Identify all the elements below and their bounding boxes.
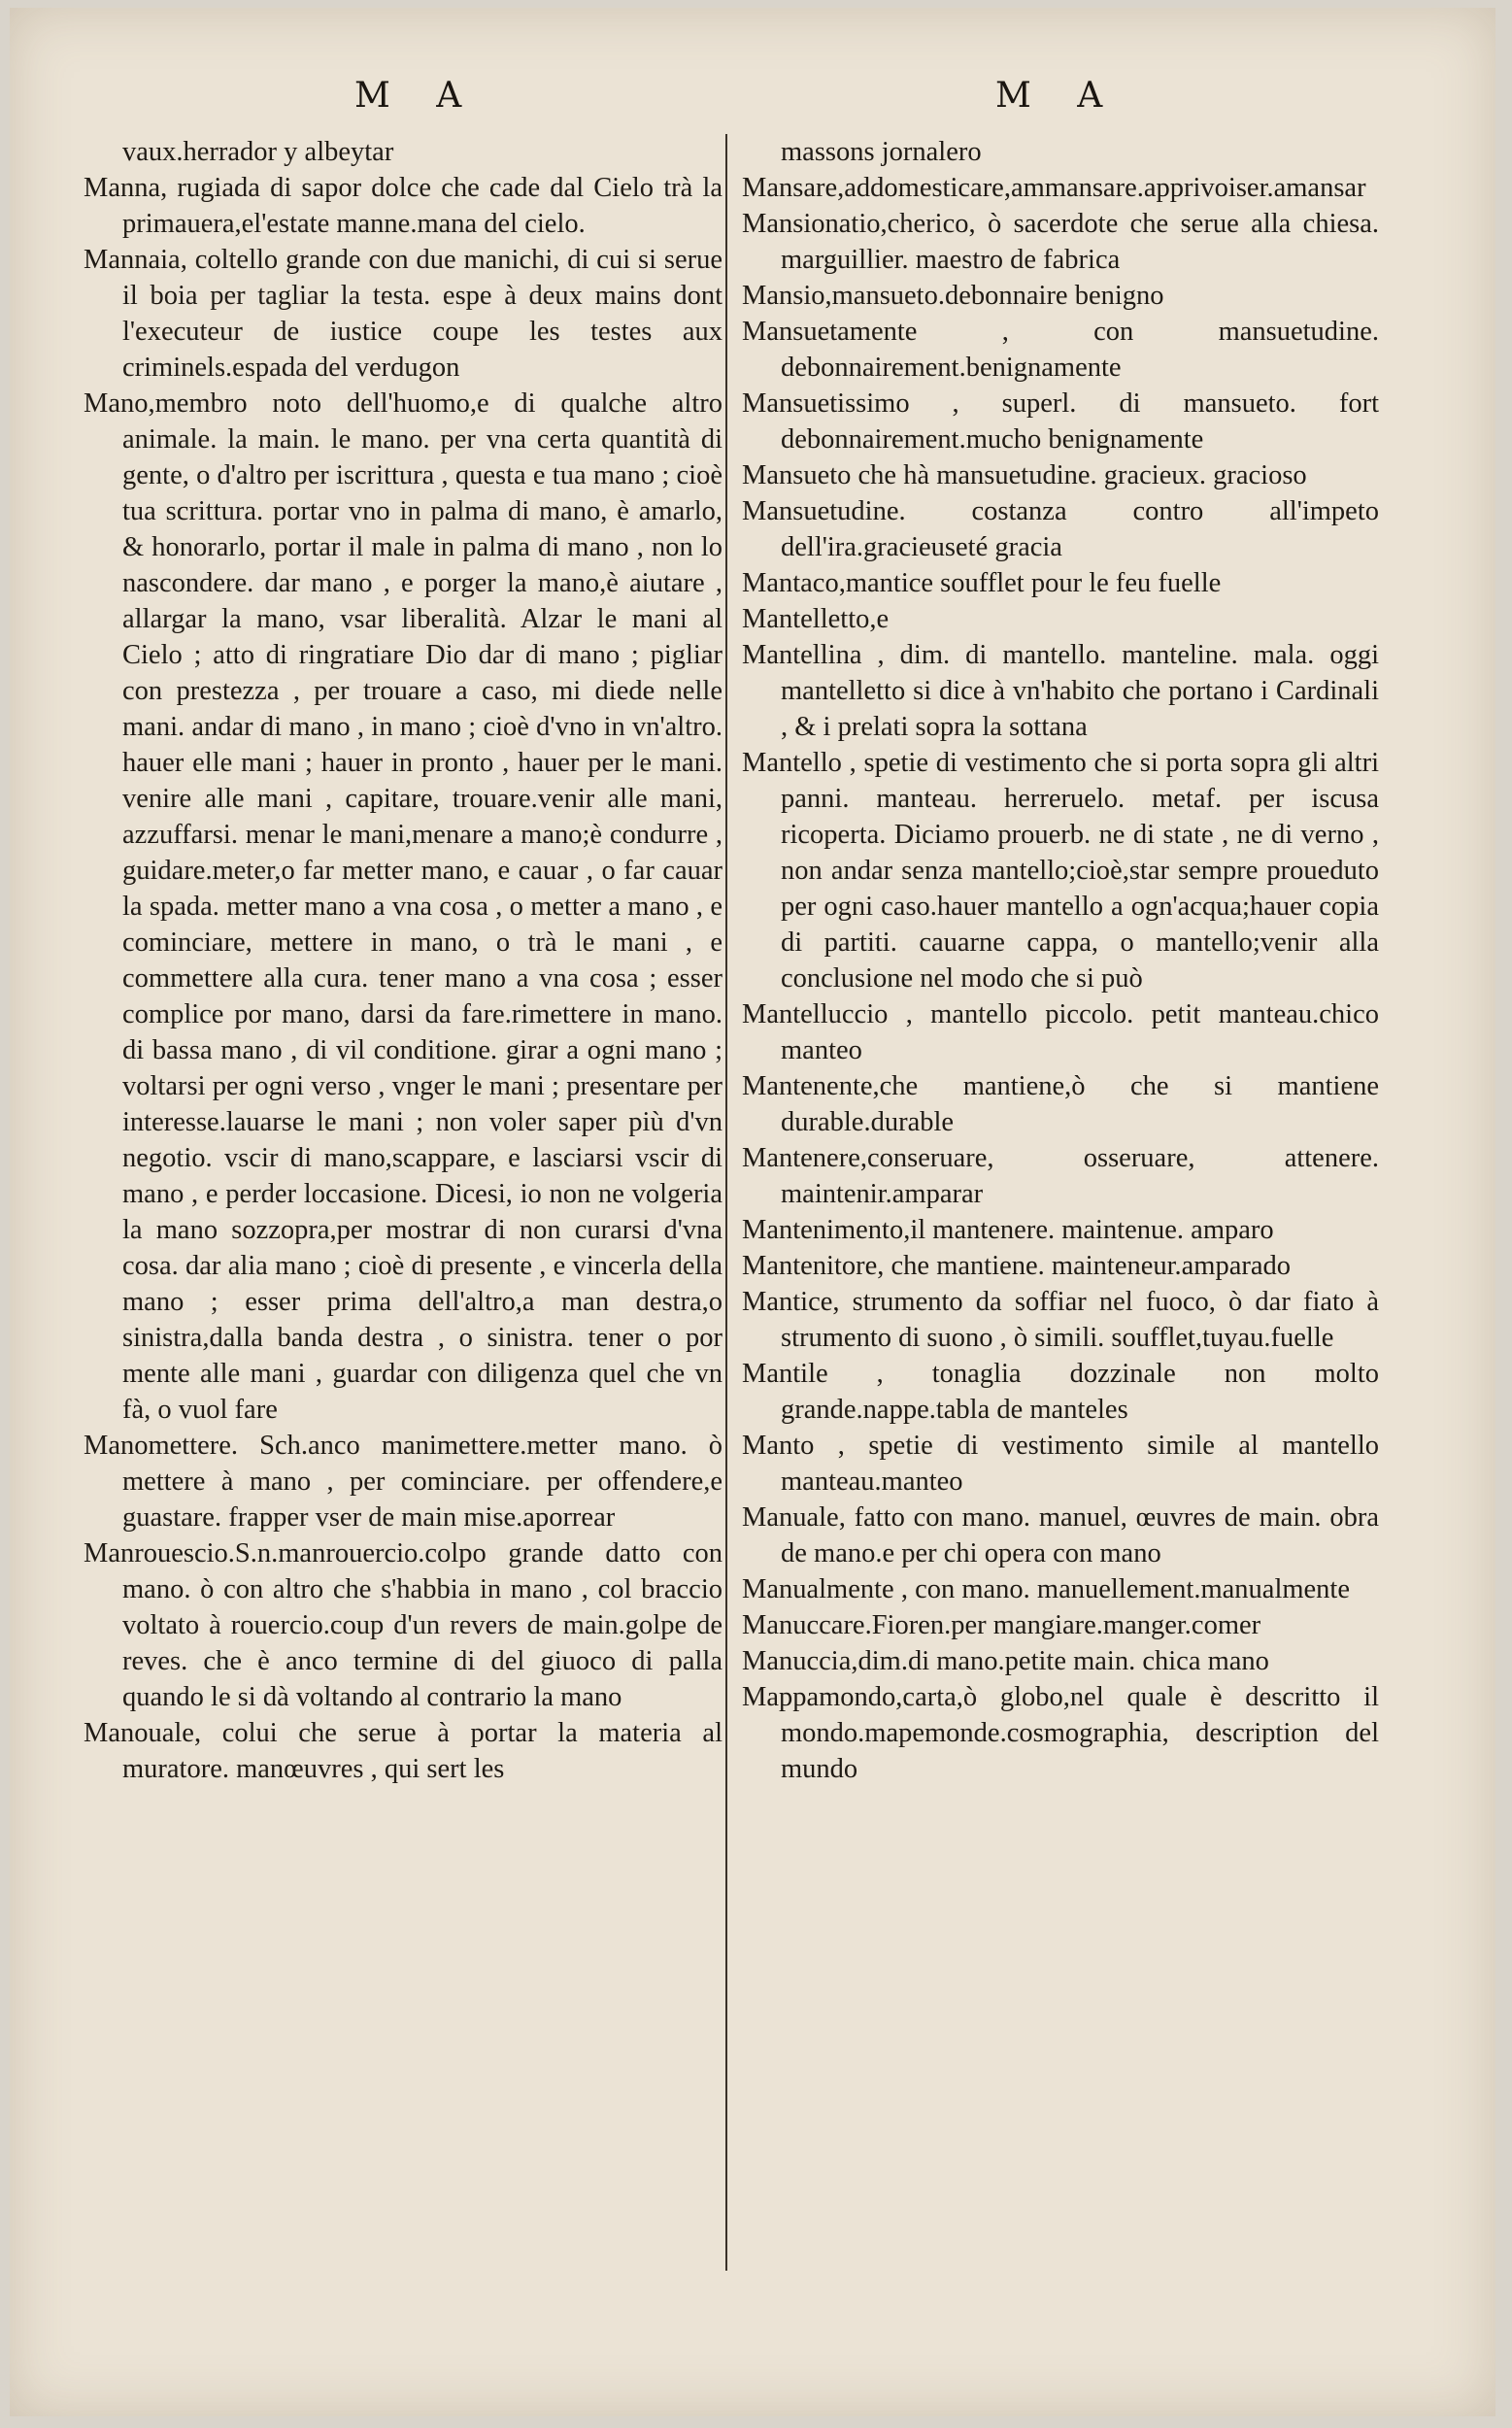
dictionary-entry: Mantellina , dim. di mantello. manteline. mala. oggi mantelletto si dice à vn'habito che portano i Cardinali , & i prelati sopra la sottana [742,640,1379,742]
left-running-head: M A [354,76,480,116]
dictionary-entry: Manto , spetie di vestimento simile al mantello manteau.manteo [742,1431,1379,1497]
dictionary-entry: Mantello , spetie di vestimento che si porta sopra gli altri panni. manteau. herreruelo. metaf. per iscusa ricoperta. Diciamo prouerb. ne di state , ne di verno , non andar senza mantello;cioè,star sempre proueduto per ogni caso.hauer mantello a ogn'acqua;hauer copia di partiti. cauarne cappa, o mantello;venir alla conclusione nel modo che si può [742,748,1379,994]
dictionary-entry: Mansueto che hà mansuetudine. gracieux. gracioso [742,460,1307,490]
dictionary-entry: Manuccare.Fioren.per mangiare.manger.comer [742,1610,1261,1640]
dictionary-entry: Manrouescio.S.n.manrouercio.colpo grande datto con mano. ò con altro che s'habbia in mano , col braccio voltato à rouercio.coup d'un revers de main.golpe de reves. che è anco termine di del giuoco di palla quando le si dà voltando al contrario la mano [84,1538,722,1712]
dictionary-entry: Manouale, colui che serue à portar la materia al muratore. manœuvres , qui sert les [84,1718,722,1784]
dictionary-entry: Mansuetamente , con mansuetudine. debonnairement.benignamente [742,317,1379,383]
dictionary-entry: Manomettere. Sch.anco manimettere.metter mano. ò mettere à mano , per cominciare. per offendere,e guastare. frapper vser de main mise.aporrear [84,1431,722,1533]
dictionary-entry: Mansionatio,cherico, ò sacerdote che serue alla chiesa. marguillier. maestro de fabrica [742,209,1379,275]
dictionary-entry: Mansare,addomesticare,ammansare.apprivoiser.amansar [742,173,1366,203]
dictionary-entry: Manuale, fatto con mano. manuel, œuvres de main. obra de mano.e per chi opera con mano [742,1502,1379,1568]
dictionary-entry: Mansuetissimo , superl. di mansueto. fort debonnairement.mucho benignamente [742,388,1379,455]
book-page [10,8,1495,2416]
dictionary-entry: massons jornalero [781,137,982,167]
column-divider [725,134,727,2271]
dictionary-entry: Mano,membro noto dell'huomo,e di qualche altro animale. la main. le mano. per vna certa quantità di gente, o d'altro per iscrittura , questa e tua mano ; cioè tua scrittura. portar vno in palma di mano, è amarlo, & honorarlo, portar il male in palma di mano , non lo nascondere. dar mano , e porger la mano,è aiutare , allargar la mano, vsar liberalità. Alzar le mani al Cielo ; atto di ringratiare Dio dar di mano ; pigliar con prestezza , per trouare a caso, mi diede nelle mani. andar di mano , in mano ; cioè d'vno in vn'altro. hauer elle mani ; hauer in pronto , hauer per le mani. venire alle mani , capitare, trouare.venir alle mani, azzuffarsi. menar le mani,menare a mano;è condurre , guidare.meter,o far metter mano, e cauar , o far cauar la spada. metter mano a vna cosa , o metter a mano , e cominciare, mettere in mano, o trà le mani , e commettere alla cura. tener mano a vna cosa ; esser complice por mano, darsi da fare.rimettere in mano. di bassa mano , di vil conditione. girar a ogni mano ; voltarsi per ogni verso , vnger le mani ; presentare per interesse.lauarse le mani ; non voler saper più d'vn negotio. vscir di mano,scappare, e lasciarsi vscir di mano , e perder loccasione. Dicesi, io non ne volgeria la mano sozzopra,per mostrar di non curarsi d'vna cosa. dar alia mano ; cioè di presente , e vincerla della mano ; esser prima dell'altro,a man destra,o sinistra,dalla banda destra , o sinistra. tener o por mente alle mani , guardar con diligenza quel che vn fà, o vuol fare [84,388,722,1425]
dictionary-entry: Mantelletto,e [742,604,890,634]
dictionary-entry: Mantelluccio , mantello piccolo. petit manteau.chico manteo [742,999,1379,1065]
dictionary-entry: Mantenere,conseruare, osseruare, attenere. maintenir.amparar [742,1143,1379,1209]
dictionary-entry: Mantenitore, che mantiene. mainteneur.amparado [742,1251,1292,1281]
dictionary-entry: Mansuetudine. costanza contro all'impeto dell'ira.gracieuseté gracia [742,496,1379,562]
dictionary-entry: Mantice, strumento da soffiar nel fuoco, ò dar fiato à strumento di suono , ò simili. soufflet,tuyau.fuelle [742,1287,1379,1353]
dictionary-entry: vaux.herrador y albeytar [122,137,394,167]
dictionary-entry: Mansio,mansueto.debonnaire benigno [742,281,1164,311]
dictionary-entry: Mantaco,mantice soufflet pour le feu fuelle [742,568,1222,598]
dictionary-entry: Mantenimento,il mantenere. maintenue. amparo [742,1215,1274,1245]
dictionary-entry: Manuccia,dim.di mano.petite main. chica mano [742,1646,1269,1676]
dictionary-entry: Mannaia, coltello grande con due manichi, di cui si serue il boia per tagliar la testa. espe à deux mains dont l'executeur de iustice coupe les testes aux criminels.espada del verdugon [84,245,722,383]
dictionary-entry: Manualmente , con mano. manuellement.manualmente [742,1574,1350,1604]
dictionary-entry: Manna, rugiada di sapor dolce che cade dal Cielo trà la primauera,el'estate manne.mana del cielo. [84,173,722,239]
dictionary-entry: Mantile , tonaglia dozzinale non molto grande.nappe.tabla de manteles [742,1359,1379,1425]
dictionary-entry: Mappamondo,carta,ò globo,nel quale è descritto il mondo.mapemonde.cosmographia, description del mundo [742,1682,1379,1784]
right-running-head: M A [995,76,1121,116]
dictionary-entry: Mantenente,che mantiene,ò che si mantiene durable.durable [742,1071,1379,1137]
left-entries [84,134,722,1787]
right-entries [742,134,1379,1787]
